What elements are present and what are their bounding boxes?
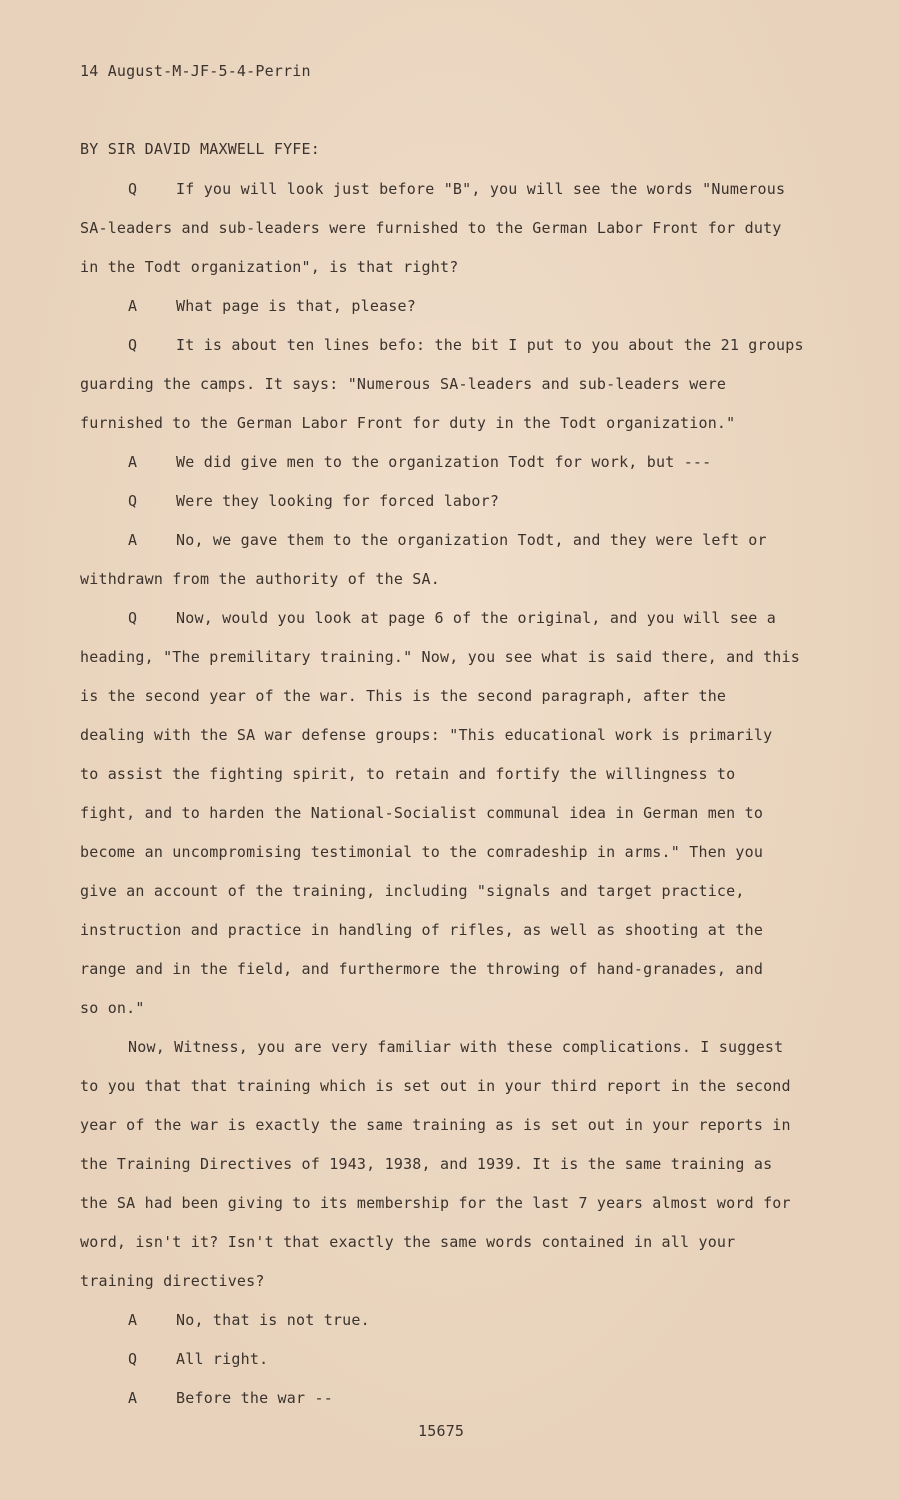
speaker-q: Q <box>128 336 138 354</box>
transcript-line: instruction and practice in handling of rifles, as well as shooting at the <box>80 921 764 939</box>
transcript-line: word, isn't it? Isn't that exactly the same words contained in all your <box>80 1233 736 1251</box>
transcript-line: the SA had been giving to its membership for the last 7 years almost word for <box>80 1194 791 1212</box>
transcript-line: All right. <box>176 1350 269 1368</box>
transcript-line: range and in the field, and furthermore the throwing of hand-granades, and <box>80 960 764 978</box>
transcript-line: become an uncompromising testimonial to the comradeship in arms." Then you <box>80 843 764 861</box>
transcript-line: year of the war is exactly the same training as is set out in your reports in <box>80 1116 791 1134</box>
speaker-q: Q <box>128 492 138 510</box>
transcript-line: Now, Witness, you are very familiar with these complications. I suggest <box>128 1038 784 1056</box>
transcript-line: Now, would you look at page 6 of the original, and you will see a <box>176 609 776 627</box>
speaker-q: Q <box>128 180 138 198</box>
transcript-line: If you will look just before "B", you will see the words "Numerous <box>176 180 786 198</box>
transcript-line: to you that that training which is set out in your third report in the second <box>80 1077 791 1095</box>
transcript-line: fight, and to harden the National-Socialist communal idea in German men to <box>80 804 764 822</box>
transcript-line: Before the war -- <box>176 1389 333 1407</box>
transcript-line: to assist the fighting spirit, to retain and fortify the willingness to <box>80 765 736 783</box>
transcript-line: training directives? <box>80 1272 265 1290</box>
speaker-a: A <box>128 531 138 549</box>
transcript-line: so on." <box>80 999 145 1017</box>
transcript-line: We did give men to the organization Todt for work, but --- <box>176 453 712 471</box>
speaker-q: Q <box>128 609 138 627</box>
transcript-line: It is about ten lines befo: the bit I put to you about the 21 groups <box>176 336 804 354</box>
speaker-a: A <box>128 1389 138 1407</box>
transcript-line: heading, "The premilitary training." Now, you see what is said there, and this <box>80 648 800 666</box>
transcript-line: Were they looking for forced labor? <box>176 492 500 510</box>
transcript-line: SA-leaders and sub-leaders were furnished to the German Labor Front for duty <box>80 219 782 237</box>
transcript-line: withdrawn from the authority of the SA. <box>80 570 440 588</box>
transcript-line: give an account of the training, including "signals and target practice, <box>80 882 745 900</box>
speaker-a: A <box>128 1311 138 1329</box>
page-number: 15675 <box>418 1422 465 1440</box>
transcript-line: furnished to the German Labor Front for duty in the Todt organization." <box>80 414 736 432</box>
transcript-line: guarding the camps. It says: "Numerous SA-leaders and sub-leaders were <box>80 375 727 393</box>
speaker-a: A <box>128 453 138 471</box>
transcript-line: in the Todt organization", is that right? <box>80 258 459 276</box>
examiner-byline: BY SIR DAVID MAXWELL FYFE: <box>80 140 320 158</box>
transcript-line: What page is that, please? <box>176 297 416 315</box>
speaker-a: A <box>128 297 138 315</box>
speaker-q: Q <box>128 1350 138 1368</box>
document-header: 14 August-M-JF-5-4-Perrin <box>80 62 311 80</box>
transcript-line: the Training Directives of 1943, 1938, and 1939. It is the same training as <box>80 1155 773 1173</box>
transcript-line: No, we gave them to the organization Todt, and they were left or <box>176 531 767 549</box>
transcript-line: dealing with the SA war defense groups: "This educational work is primarily <box>80 726 773 744</box>
transcript-line: No, that is not true. <box>176 1311 370 1329</box>
transcript-line: is the second year of the war. This is the second paragraph, after the <box>80 687 727 705</box>
